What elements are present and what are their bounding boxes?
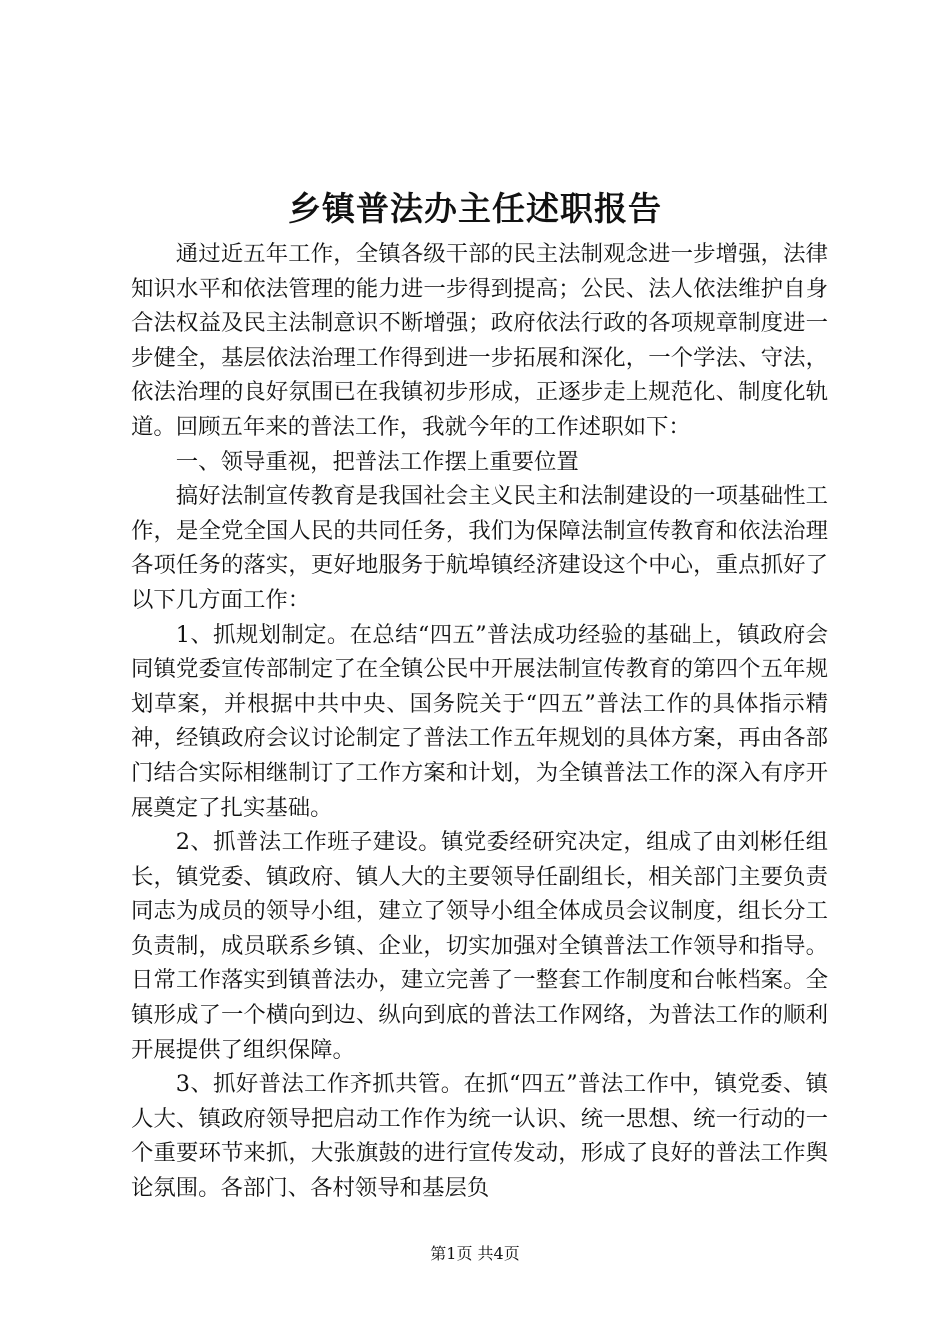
paragraph-item-1: 1、抓规划制定。在总结“四五”普法成功经验的基础上，镇政府会同镇党委宣传部制定了在全镇公民中开展法制宣传教育的第四个五年规划草案，并根据中共中央、国务院关于“四五”普法工作的具体指示精神，经镇政府会议讨论制定了普法工作五年规划的具体方案，再由各部门结合实际相继制订了工作方案和计划，为全镇普法工作的深入有序开展奠定了扎实基础。 [131,621,828,821]
paragraph-item-2: 2、抓普法工作班子建设。镇党委经研究决定，组成了由刘彬任组长，镇党委、镇政府、镇人大的主要领导任副组长，相关部门主要负责同志为成员的领导小组，建立了领导小组全体成员会议制度，组长分工负责制，成员联系乡镇、企业，切实加强对全镇普法工作领导和指导。日常工作落实到镇普法办，建立完善了一整套工作制度和台帐档案。全镇形成了一个横向到边、纵向到底的普法工作网络，为普法工作的顺利开展提供了组织保障。 [131,829,828,1063]
section-heading-1: 一、领导重视，把普法工作摆上重要位置 [175,448,579,475]
document-title: 乡镇普法办主任述职报告 [288,189,662,228]
paragraph-intro: 通过近五年工作，全镇各级干部的民主法制观念进一步增强，法律知识水平和依法管理的能力进一步得到提高；公民、法人依法维护自身合法权益及民主法制意识不断增强；政府依法行政的各项规章制度进一步健全，基层依法治理工作得到进一步拓展和深化，一个学法、守法，依法治理的良好氛围已在我镇初步形成，正逐步走上规范化、制度化轨道。回顾五年来的普法工作，我就今年的工作述职如下： [131,241,828,440]
page-footer: 第1页 共4页 [430,1244,520,1263]
document-body [131,237,828,1206]
paragraph-section-1: 搞好法制宣传教育是我国社会主义民主和法制建设的一项基础性工作，是全党全国人民的共同任务，我们为保障法制宣传教育和依法治理各项任务的落实，更好地服务于航埠镇经济建设这个中心，重点抓好了以下几方面工作： [131,483,828,613]
paragraph-item-3: 3、抓好普法工作齐抓共管。在抓“四五”普法工作中，镇党委、镇人大、镇政府领导把启动工作作为统一认识、统一思想、统一行动的一个重要环节来抓，大张旗鼓的进行宣传发动，形成了良好的普法工作舆论氛围。各部门、各村领导和基层负 [131,1071,828,1202]
